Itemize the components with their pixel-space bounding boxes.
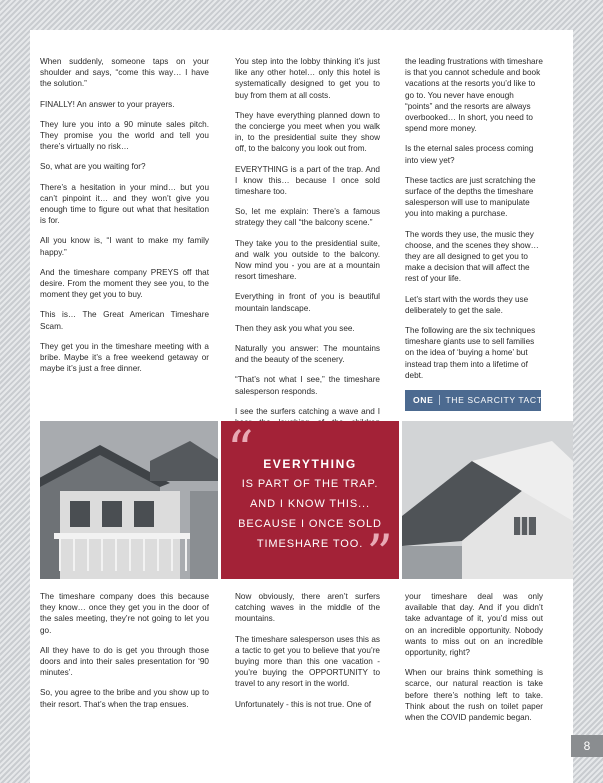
column-2-top [235,56,380,448]
paragraph: So, let me explain: There’s a famous strategy they call “the balcony scene.” [235,207,380,228]
paragraph: When suddenly, someone taps on your shoulder and says, “come this way… I have the solution.” [40,57,209,89]
paragraph: So, what are you waiting for? [40,162,146,172]
paragraph: Naturally you answer: The mountains and the beauty of the scenery. [235,344,380,365]
pull-quote [221,421,399,585]
paragraph: And the timeshare company PREYS off that desire. From the moment they see you, to the moment they get you to buy. [40,267,209,300]
paragraph: This is… The Great American Timeshare Scam. [40,310,209,331]
paragraph: The timeshare salesperson uses this as a tactic to get you to believe that you’re buying more than this one vacation - you’re buying the OPPORTUNITY to travel to any resort in the world. [235,634,380,689]
paragraph: Is the eternal sales process coming into view yet? [405,144,534,165]
quote-line-1: EVERYTHING [263,457,357,471]
house-illustration-left [40,421,218,579]
paragraph: So, you agree to the bribe and you show up to their resort. That’s when the trap ensues. [40,688,209,709]
house-photo-right [402,421,573,579]
paragraph: EVERYTHING is a part of the trap. And I know this… because I once sold timeshare too. [235,164,380,197]
paragraph: They lure you into a 90 minute sales pitch. They promise you the world and tell you there’s virtually no risk… [40,119,209,152]
paragraph: They take you to the presidential suite, and walk you outside to the balcony. Now mind you - you are at a mountain resort timeshare. [235,238,380,282]
paragraph: “That’s not what I see,” the timeshare salesperson responds. [235,375,380,396]
paragraph: The following are the six techniques timeshare giants use to sell families on the idea of ‘buying a home’ but instead trap them into a lifetime of debt. [405,326,536,380]
paragraph: All they have to do is get you through those doors and into their sales presentation for ‘90 minutes’. [40,645,209,678]
house-illustration-right [402,421,573,579]
column-1-bottom [40,591,209,719]
paragraph: Let’s start with the words they use deliberately to get the sale. [405,294,529,315]
paragraph: There’s a hesitation in your mind… but you can’t pinpoint it… and they won’t give you enough time to figure out what that hesitation is for. [40,182,209,226]
quote-line-4: BECAUSE I ONCE SOLD [238,518,382,530]
paragraph: You step into the lobby thinking it’s just like any other hotel… only this hotel is systematically designed to get you to buy from them at all costs. [235,57,380,100]
paragraph: Unfortunately - this is not true. One of [235,699,372,709]
paragraph: The words they use, the music they choose, and the scenes they show… they are all designed to get you to make a decision that will affect the rest of your life. [405,229,539,284]
quote-line-3: AND I KNOW THIS... [250,498,370,510]
paragraph: These tactics are just scratching the surface of the depths the timeshare salesperson will use to manipulate you into making a purchase. [405,175,536,219]
column-3-top [405,56,553,441]
column-2-bottom [235,591,380,719]
close-quote-icon: ” [366,525,393,585]
paragraph: Everything in front of you is beautiful mountain landscape. [235,292,380,313]
paragraph: your timeshare deal was only available that day. And if you didn’t take advantage of it, you’d miss out on an incredible opportunity. Nobody wants to miss out on an incredible opportunity, right? [405,592,543,658]
quote-line-2: IS PART OF THE TRAP. [241,478,379,490]
house-photo-left [40,421,218,579]
page-number: 8 [571,735,603,757]
quote-line-5: TIMESHARE TOO. [256,538,364,550]
paragraph: They get you in the timeshare meeting with a bribe. Maybe it’s a free weekend getaway or maybe it’s just a free dinner. [40,341,209,374]
paragraph: Then they ask you what you see. [235,323,355,333]
badge-number: ONE [413,395,440,405]
paragraph: All you know is, “I want to make my family happy.” [40,236,209,257]
paragraph: The timeshare company does this because they know… once they get you in the door of the sales meeting, they’re not going to let you go. [40,592,209,635]
column-1-top [40,56,209,383]
paragraph: the leading frustrations with timeshare is that you cannot schedule and book vacations at the resorts you’d like to go to. You never have enough “points” and the resorts are always overbooked… In short, you need to spend more money. [405,57,543,134]
paragraph: I see the surfers catching a wave and I [235,406,380,416]
paragraph: FINALLY! An answer to your prayers. [40,99,175,109]
badge-title: THE SCARCITY TACTIC [445,395,553,406]
open-quote-icon: “ [227,421,254,481]
section-badge [405,390,553,411]
paragraph: They have everything planned down to the concierge you meet when you walk in, to the presidential suite they show off, to the balcony you look out from. [235,110,380,154]
paragraph: Now obviously, there aren’t surfers catching waves in the middle of the mountains. [235,592,380,624]
column-3-bottom [405,591,543,732]
paragraph: When our brains think something is scarce, our natural reaction is take before there’s nothing left to take. Think about the rush on toilet paper when the COVID pandemic began. [405,668,543,723]
